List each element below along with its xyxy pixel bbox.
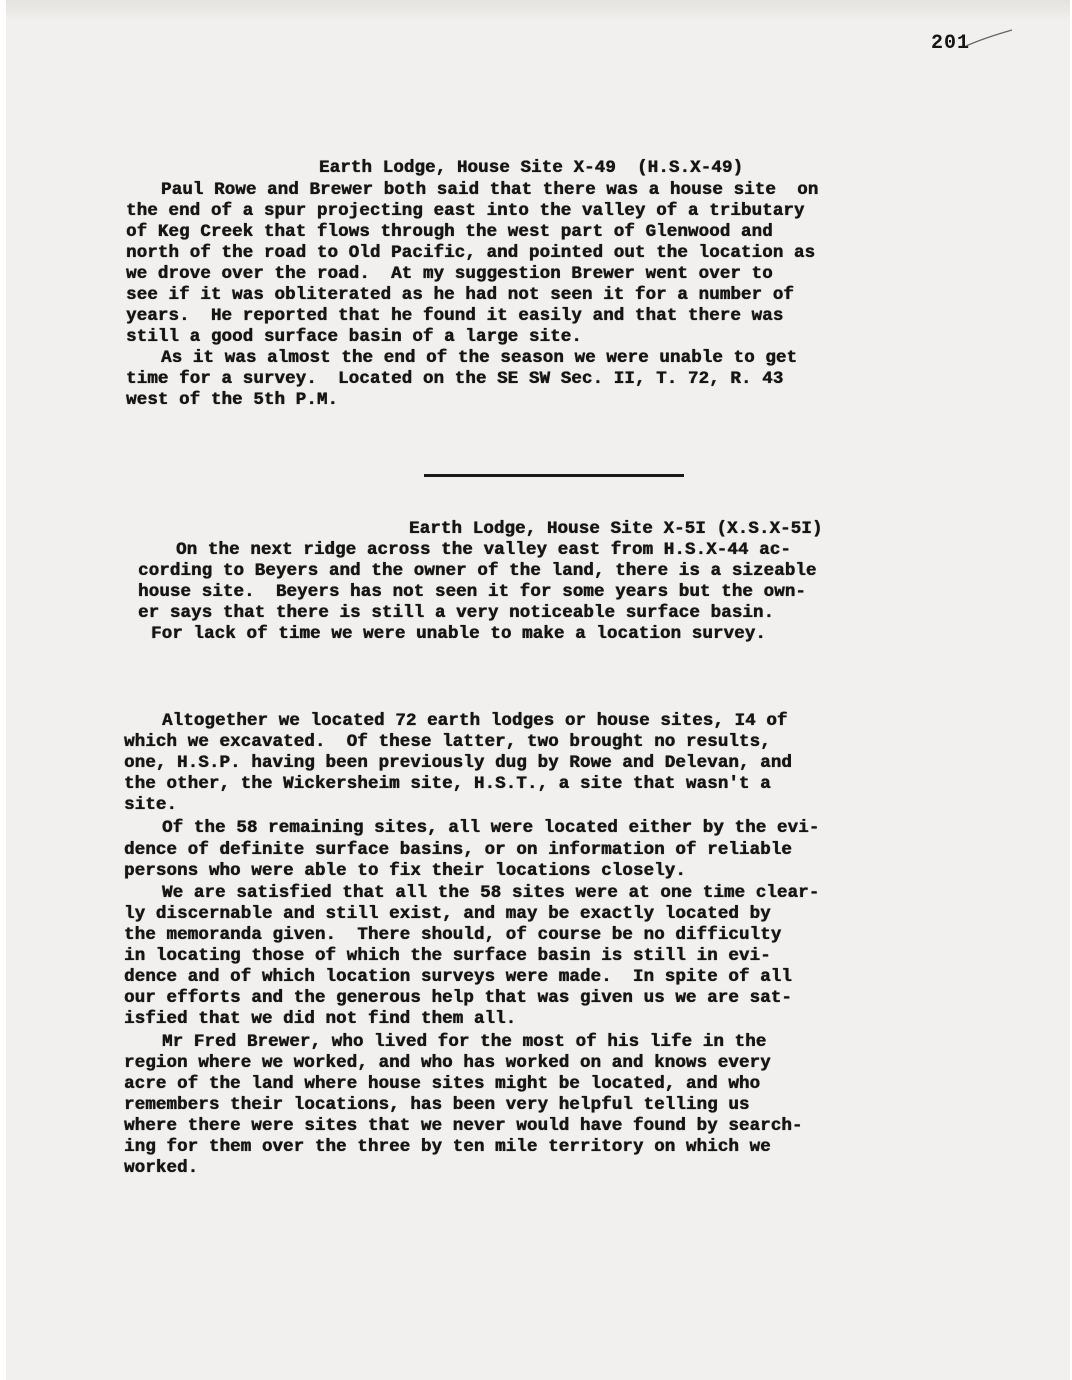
text-line: the memoranda given. There should, of course be no difficulty: [124, 925, 782, 945]
text-line: time for a survey. Located on the SE SW Sec. II, T. 72, R. 43: [126, 369, 784, 389]
text-line: our efforts and the generous help that was given us we are sat-: [124, 988, 792, 1008]
text-line: west of the 5th P.M.: [126, 390, 339, 410]
text-line: years. He reported that he found it easily and that there was: [126, 306, 784, 326]
text-line: one, H.S.P. having been previously dug by Rowe and Delevan, and: [124, 753, 792, 773]
text-line: still a good surface basin of a large site.: [126, 327, 582, 347]
text-line: Mr Fred Brewer, who lived for the most of his life in the: [162, 1032, 767, 1052]
text-line: remembers their locations, has been very helpful telling us: [124, 1095, 750, 1115]
text-line: region where we worked, and who has worked on and knows every: [124, 1053, 771, 1073]
text-line: in locating those of which the surface basin is still in evi-: [124, 946, 771, 966]
text-line: the end of a spur projecting east into the valley of a tributary: [126, 201, 805, 221]
text-line: worked.: [124, 1158, 199, 1178]
text-line: For lack of time we were unable to make a location survey.: [151, 624, 766, 644]
text-line: Paul Rowe and Brewer both said that there was a house site on: [161, 180, 819, 200]
section-divider: [424, 474, 684, 477]
text-line: persons who were able to fix their locations closely.: [124, 861, 686, 881]
text-line: Altogether we located 72 earth lodges or house sites, I4 of: [162, 711, 788, 731]
section-heading: Earth Lodge, House Site X-5I (X.S.X-5I): [409, 519, 823, 539]
text-line: On the next ridge across the valley east from H.S.X-44 ac-: [176, 540, 791, 560]
text-line: the other, the Wickersheim site, H.S.T., a site that wasn't a: [124, 774, 771, 794]
text-line: we drove over the road. At my suggestion Brewer went over to: [126, 264, 773, 284]
pencil-mark-icon: [964, 28, 1014, 50]
text-line: cording to Beyers and the owner of the land, there is a sizeable: [138, 561, 817, 581]
text-line: As it was almost the end of the season we were unable to get: [161, 348, 798, 368]
text-line: We are satisfied that all the 58 sites were at one time clear-: [162, 883, 820, 903]
text-line: er says that there is still a very noticeable surface basin.: [138, 603, 775, 623]
text-line: dence of definite surface basins, or on information of reliable: [124, 840, 792, 860]
section-heading: Earth Lodge, House Site X-49 (H.S.X-49): [319, 158, 744, 178]
text-line: site.: [124, 795, 178, 815]
text-line: ing for them over the three by ten mile territory on which we: [124, 1137, 771, 1157]
text-line: isfied that we did not find them all.: [124, 1009, 517, 1029]
text-line: acre of the land where house sites might be located, and who: [124, 1074, 761, 1094]
text-line: which we excavated. Of these latter, two brought no results,: [124, 732, 771, 752]
text-line: where there were sites that we never would have found by search-: [124, 1116, 803, 1136]
text-line: north of the road to Old Pacific, and pointed out the location as: [126, 243, 816, 263]
page-number: 201: [931, 32, 971, 55]
text-line: of Keg Creek that flows through the west part of Glenwood and: [126, 222, 773, 242]
text-line: dence and of which location surveys were made. In spite of all: [124, 967, 792, 987]
text-line: ly discernable and still exist, and may be exactly located by: [124, 904, 771, 924]
text-line: see if it was obliterated as he had not seen it for a number of: [126, 285, 794, 305]
document-page: [6, 0, 1070, 1380]
text-line: Of the 58 remaining sites, all were located either by the evi-: [162, 818, 820, 838]
text-line: house site. Beyers has not seen it for some years but the own-: [138, 582, 806, 602]
